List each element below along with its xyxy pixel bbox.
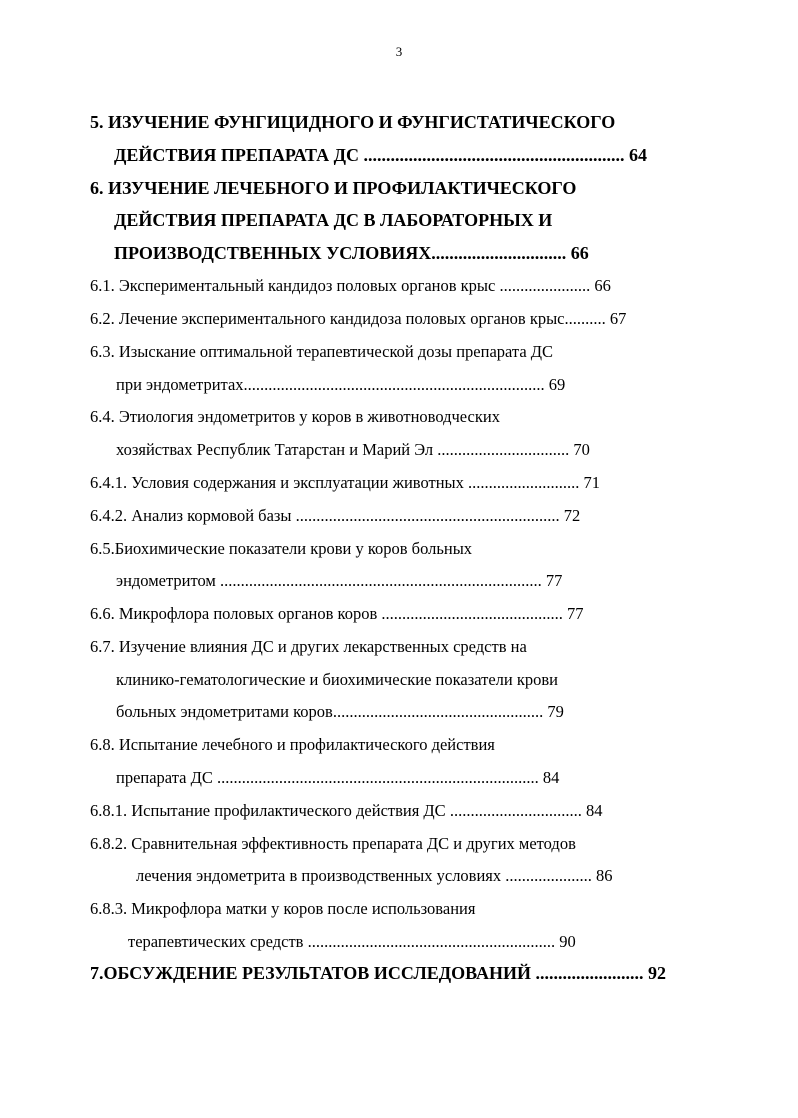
toc-entry: 6.6. Микрофлора половых органов коров ............................................ 77 bbox=[90, 604, 584, 623]
toc-entry: ДЕЙСТВИЯ ПРЕПАРАТА ДС В ЛАБОРАТОРНЫХ И bbox=[114, 210, 553, 230]
toc-entry: ПРОИЗВОДСТВЕННЫХ УСЛОВИЯХ.............................. 66 bbox=[114, 243, 589, 263]
toc-entry: 7.ОБСУЖДЕНИЕ РЕЗУЛЬТАТОВ ИССЛЕДОВАНИЙ ........................ 92 bbox=[90, 963, 667, 983]
toc-entry: клинико-гематологические и биохимические показатели крови bbox=[116, 670, 558, 689]
toc-entry: 6.4.1. Условия содержания и эксплуатации животных ........................... 71 bbox=[90, 473, 601, 492]
toc-entry: 6.8. Испытание лечебного и профилактического действия bbox=[90, 735, 495, 754]
page-number: 3 bbox=[395, 44, 403, 59]
toc-entry: при эндометритах......................................................................... 69 bbox=[116, 375, 566, 394]
toc-entry: препарата ДС .............................................................................. 84 bbox=[116, 768, 560, 787]
toc-entry: 6.4.2. Анализ кормовой базы ................................................................ 72 bbox=[90, 506, 581, 525]
toc-entry: 6.4. Этиология эндометритов у коров в животноводческих bbox=[90, 407, 500, 426]
toc-entry: 6.1. Экспериментальный кандидоз половых органов крыс ...................... 66 bbox=[90, 276, 611, 295]
toc-entry: 6.8.3. Микрофлора матки у коров после использования bbox=[90, 899, 476, 918]
toc-entry: 6.2. Лечение экспериментального кандидоза половых органов крыс.......... 67 bbox=[90, 309, 627, 328]
toc-entry: эндометритом .............................................................................. 77 bbox=[116, 571, 563, 590]
toc-entry: хозяйствах Республик Татарстан и Марий Эл ................................ 70 bbox=[116, 440, 590, 459]
toc-entry: 6. ИЗУЧЕНИЕ ЛЕЧЕБНОГО И ПРОФИЛАКТИЧЕСКОГО bbox=[90, 178, 577, 198]
toc-entry: 6.8.1. Испытание профилактического действия ДС ................................ 84 bbox=[90, 801, 603, 820]
toc-entry: 5. ИЗУЧЕНИЕ ФУНГИЦИДНОГО И ФУНГИСТАТИЧЕСКОГО bbox=[90, 112, 616, 132]
toc-entry: 6.8.2. Сравнительная эффективность препарата ДС и других методов bbox=[90, 834, 576, 853]
toc-entry: 6.5.Биохимические показатели крови у коров больных bbox=[90, 539, 473, 558]
toc-entry: больных эндометритами коров................................................... 79 bbox=[116, 702, 564, 721]
toc-entry: ДЕЙСТВИЯ ПРЕПАРАТА ДС .......................................................... 64 bbox=[114, 145, 648, 165]
toc-entry: лечения эндометрита в производственных условиях ..................... 86 bbox=[136, 866, 613, 885]
toc-entry: 6.7. Изучение влияния ДС и других лекарственных средств на bbox=[90, 637, 527, 656]
toc-entry: 6.3. Изыскание оптимальной терапевтической дозы препарата ДС bbox=[90, 342, 554, 361]
toc-entry: терапевтических средств ............................................................ 90 bbox=[128, 932, 576, 951]
